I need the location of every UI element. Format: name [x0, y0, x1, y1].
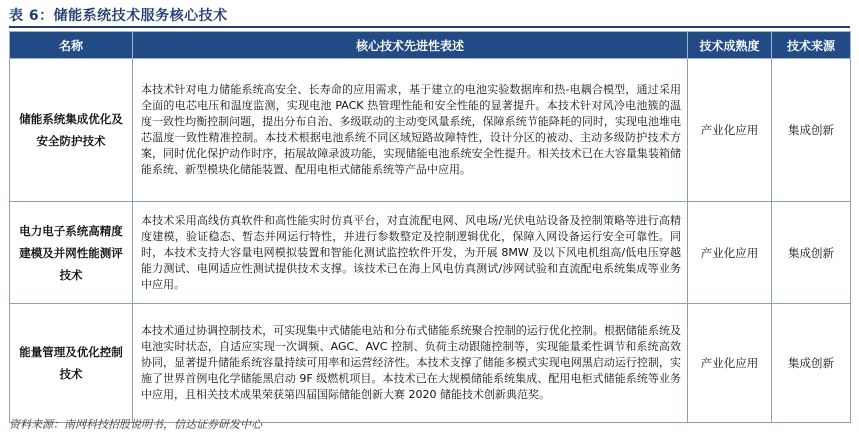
- tech-maturity: 产业化应用: [688, 59, 772, 202]
- caption-rule: [9, 26, 850, 28]
- tech-name: 储能系统集成优化及安全防护技术: [10, 59, 133, 202]
- table-row: [10, 59, 851, 202]
- source-note: 资料来源：南网科技招股说明书，信达证券研发中心: [9, 418, 262, 431]
- table-header-row: [10, 32, 851, 59]
- tech-name: 电力电子系统高精度建模及并网性能测评技术: [10, 202, 133, 304]
- tech-description: 本技术采用高线仿真软件和高性能实时仿真平台，对直流配电网、风电场/光伏电站设备及控制策略等进行高精度建模，验证稳态、暂态并网运行特性，并进行参数整定及控制逻辑优化，保障入网设备运行安全可靠性。同时，本技术支持大容量电网模拟装置和智能化测试监控软件开发，为开展 8MW 及以下风电机组高/低电压穿越能力测试、电网适应性测试提供技术支撑。该技术已在海上风电仿真测试/涉网试验和直流配电系统集成等业务中应用。: [133, 202, 688, 304]
- header-maturity: 技术成熟度: [688, 32, 772, 59]
- tech-description: 本技术针对电力储能系统高安全、长寿命的应用需求，基于建立的电池实验数据库和热-电耦合模型，通过采用全面的电芯电压和温度监测，实现电池 PACK 热管理性能和安全性能的显著提升。本技术针对风冷电池簇的温度一致性均衡控制问题，提出分布自治、多级联动的主动变风量系统，保障系统节能降耗的同时，实现电池堆电芯温度一致性精准控制。本技术根据电池系统不同区域短路故障特性，设计分区的被动、主动多级防护技术方案，同时优化保护动作时序，拓展故障录波功能，实现储能电池系统安全性提升。相关技术已在大容量集装箱储能系统、新型模块化储能装置、配用电柜式储能系统等产品中应用。: [133, 59, 688, 202]
- tech-source: 集成创新: [772, 202, 851, 304]
- header-description: 核心技术先进性表述: [133, 32, 688, 59]
- core-technology-table: [9, 31, 851, 423]
- tech-name: 能量管理及优化控制技术: [10, 304, 133, 423]
- table-caption: 表 6：储能系统技术服务核心技术: [9, 8, 228, 24]
- header-source: 技术来源: [772, 32, 851, 59]
- header-name: 名称: [10, 32, 133, 59]
- tech-source: 集成创新: [772, 304, 851, 423]
- table-row: [10, 202, 851, 304]
- tech-maturity: 产业化应用: [688, 202, 772, 304]
- tech-maturity: 产业化应用: [688, 304, 772, 423]
- tech-source: 集成创新: [772, 59, 851, 202]
- tech-description: 本技术通过协调控制技术，可实现集中式储能电站和分布式储能系统聚合控制的运行优化控制。根据储能系统及电池实时状态，自适应实现一次调频、AGC、AVC 控制、负荷主动跟随控制等，实现能量柔性调节和系统高效协同，显著提升储能系统容量持续可用率和运营经济性。本技术支撑了储能多模式实现电网黑启动运行控制，实施了世界首例电化学储能黑启动 9F 级燃机项目。本技术已在大规模储能系统集成、配用电柜式储能系统等业务中应用，且相关技术成果荣获第四届国际储能创新大赛 2020 储能技术创新典范奖。: [133, 304, 688, 423]
- table-row: [10, 304, 851, 423]
